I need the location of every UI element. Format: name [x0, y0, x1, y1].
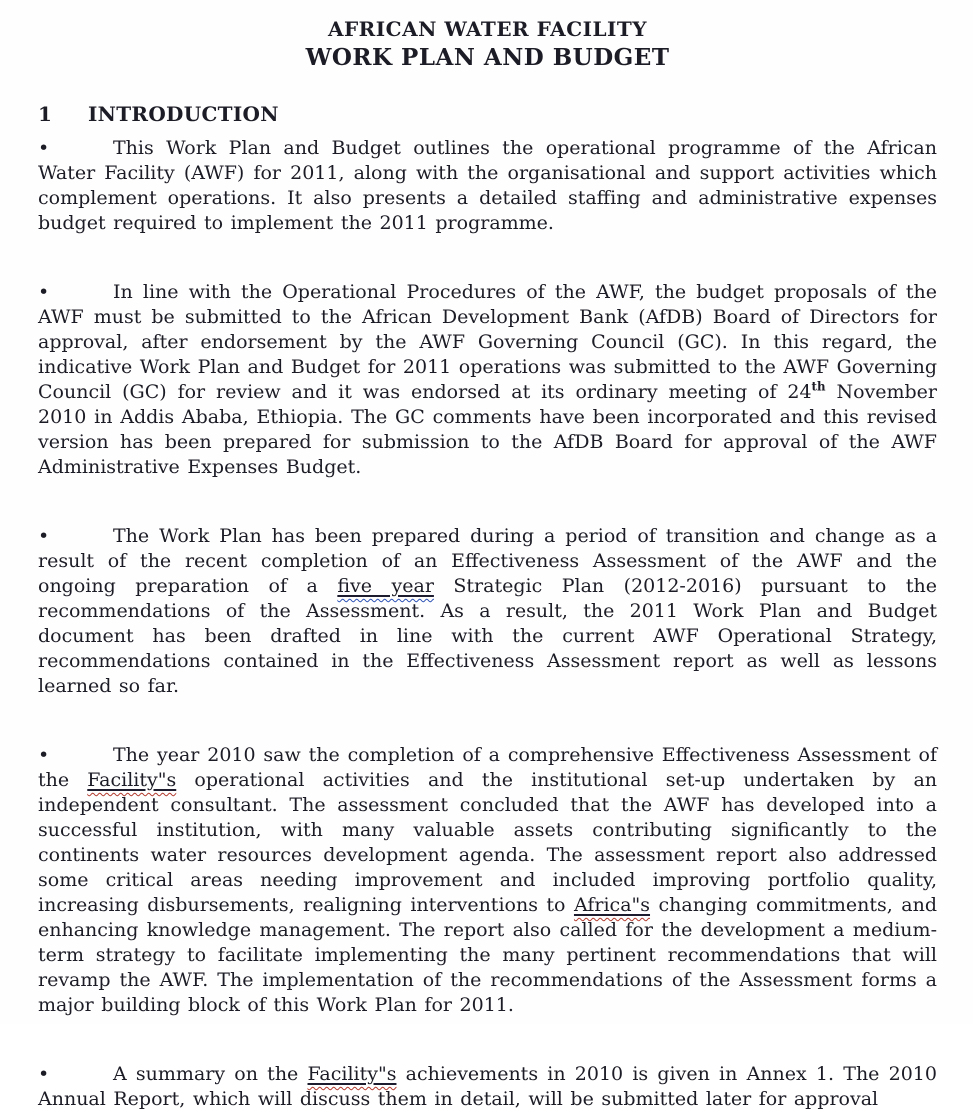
spellcheck-wavy-underline: Africa"s [573, 894, 651, 916]
paragraph-text: A summary on the [113, 1063, 308, 1085]
title-line-2: WORK PLAN AND BUDGET [305, 44, 670, 71]
bullet-paragraph [38, 280, 937, 480]
paragraph-text: achievements in 2010 is given in Annex 1. The 2010 Annual Report, which will discuss them in detail, will be submitted later for approval [38, 1063, 937, 1110]
spellcheck-wavy-underline: Facility"s [87, 769, 177, 791]
bullet-paragraph [38, 524, 937, 699]
bullet-icon: • [38, 744, 50, 766]
bullet-paragraph [38, 1062, 937, 1112]
bullet-paragraph [38, 743, 937, 1018]
spellcheck-underlined-text [574, 894, 650, 916]
paragraph-text: operational activities and the institutional set-up undertaken by an independent consultant. The assessment concluded that the AWF has developed into a successful institution, with many valuable assets contributing significantly to the continents water resources development agenda. The assessment report also addressed some critical areas needing improvement and included improving portfolio quality, increasing disbursements, realigning interventions to [38, 769, 938, 916]
paragraph-text: November 2010 in Addis Ababa, Ethiopia. The GC comments have been incorporated and this revised version has been prepared for submission to the AfDB Board for approval of the AWF Administrative Expenses Budget. [38, 381, 937, 478]
grammar-underlined-text [337, 575, 434, 597]
spellcheck-underlined-text [308, 1063, 397, 1085]
section-title: INTRODUCTION [88, 102, 279, 126]
section-number: 1 [38, 102, 53, 126]
title-line-1: AFRICAN WATER FACILITY [327, 17, 648, 41]
bullet-icon: • [38, 137, 50, 159]
bullet-icon: • [38, 525, 50, 547]
bullet-icon: • [38, 281, 50, 303]
bullet-icon: • [38, 1063, 50, 1085]
paragraph-text: In line with the Operational Procedures of the AWF, the budget proposals of the AWF must be submitted to the African Development Bank (AfDB) Board of Directors for approval, after endorsement by the AWF Governing Council (GC). In this regard, the indicative Work Plan and Budget for 2011 operations was submitted to the AWF Governing Council (GC) for review and it was endorsed at its ordinary meeting of 24 [38, 281, 937, 403]
superscript-text: th [811, 379, 826, 394]
paragraph-text: This Work Plan and Budget outlines the operational programme of the African Water Facility (AWF) for 2011, along with the organisational and support activities which complement operations. It also presents a detailed staffing and administrative expenses budget required to implement the 2011 programme. [38, 137, 937, 234]
paragraph-text: changing commitments, and enhancing knowledge management. The report also called for the development a medium-term strategy to facilitate implementing the many pertinent recommendations that will revamp the AWF. The implementation of the recommendations of the Assessment forms a major building block of this Work Plan for 2011. [38, 894, 937, 1016]
spellcheck-wavy-underline: Facility"s [307, 1063, 397, 1085]
paragraph-text: Strategic Plan (2012-2016) pursuant to the recommendations of the Assessment. As a result, the 2011 Work Plan and Budget document has been drafted in line with the current AWF Operational Strategy, recommendations contained in the Effectiveness Assessment report as well as lessons learned so far. [38, 575, 937, 697]
section-heading [38, 102, 937, 126]
document-title [38, 16, 937, 72]
spellcheck-underlined-text [87, 769, 176, 791]
bullet-paragraph [38, 136, 937, 236]
paragraph-text: The Work Plan has been prepared during a period of transition and change as a result of the recent completion of an Effectiveness Assessment of the AWF and the ongoing preparation of a [38, 525, 937, 597]
grammar-wavy-underline: five year [337, 575, 434, 597]
paragraph-text: The year 2010 saw the completion of a comprehensive Effectiveness Assessment of the [38, 744, 937, 791]
paragraphs [38, 136, 937, 1112]
